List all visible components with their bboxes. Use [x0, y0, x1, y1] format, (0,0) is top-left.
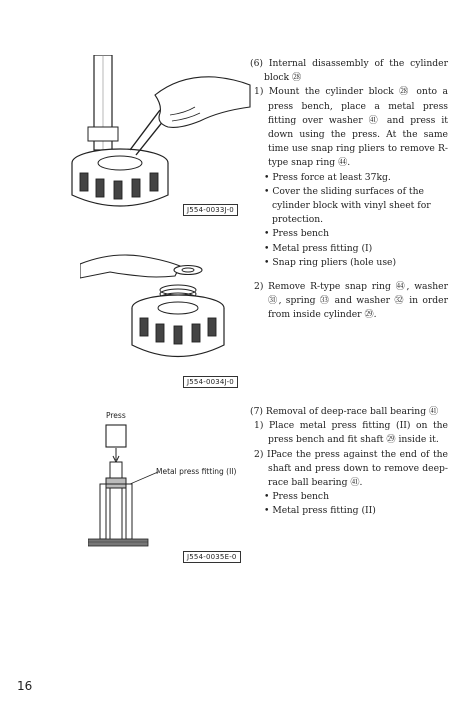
figure-label-1: J554-0033J-0: [183, 204, 238, 216]
bullet-metal-press-fitting-1: • Metal press fitting (I): [264, 242, 373, 254]
section-7: [250, 405, 448, 519]
metal-press-fitting-callout: Metal press fitting (II): [156, 467, 237, 476]
section-6: [250, 57, 448, 323]
section-6-step-2: 2) Remove R-type snap ring ㊹, washer ㉛, spring ㉝ and washer ㉜ in order from inside cylinder ㉙.: [254, 281, 448, 321]
bullet-vinyl-sheet: • Cover the sliding surfaces of the cylinder block with vinyl sheet for protection.: [264, 185, 431, 226]
bullet-snap-ring-pliers: • Snap ring pliers (hole use): [264, 256, 397, 268]
section-7-heading: (7) Removal of deep-race ball bearing ㊶: [250, 406, 439, 417]
section-7-step-1: 1) Place metal press fitting (II) on the press bench and fit shaft ㉙ inside it.: [254, 420, 448, 446]
section-6-heading: (6) Internal disassembly of the cylinder block ㉘: [250, 58, 448, 84]
section-6-step-1: 1) Mount the cylinder block ㉘ onto a press bench, place a metal press fitting over washer ㊶ and press it down using the press. At the same time use snap ring pliers to remove R-type snap ring ㊹.: [254, 86, 448, 169]
figure-label-2: J554-0034J-0: [183, 376, 238, 388]
figure-cylinder-block-disassembly: [60, 55, 260, 220]
figure-snap-ring-removal: [80, 250, 240, 375]
bullet-press-force: • Press force at least 37kg.: [264, 171, 391, 183]
bullet-press-bench: • Press bench: [264, 228, 329, 240]
bullet-metal-press-fitting-2: • Metal press fitting (II): [264, 505, 376, 517]
bullet-press-bench-2: • Press bench: [264, 491, 329, 503]
page-number: 16: [17, 679, 33, 693]
figure-label-3: J554-0035E-0: [183, 551, 241, 563]
section-7-step-2: 2) IPace the press against the end of the shaft and press down to remove deep-race ball bearing ㊶.: [254, 448, 448, 489]
press-label: Press: [106, 411, 126, 420]
